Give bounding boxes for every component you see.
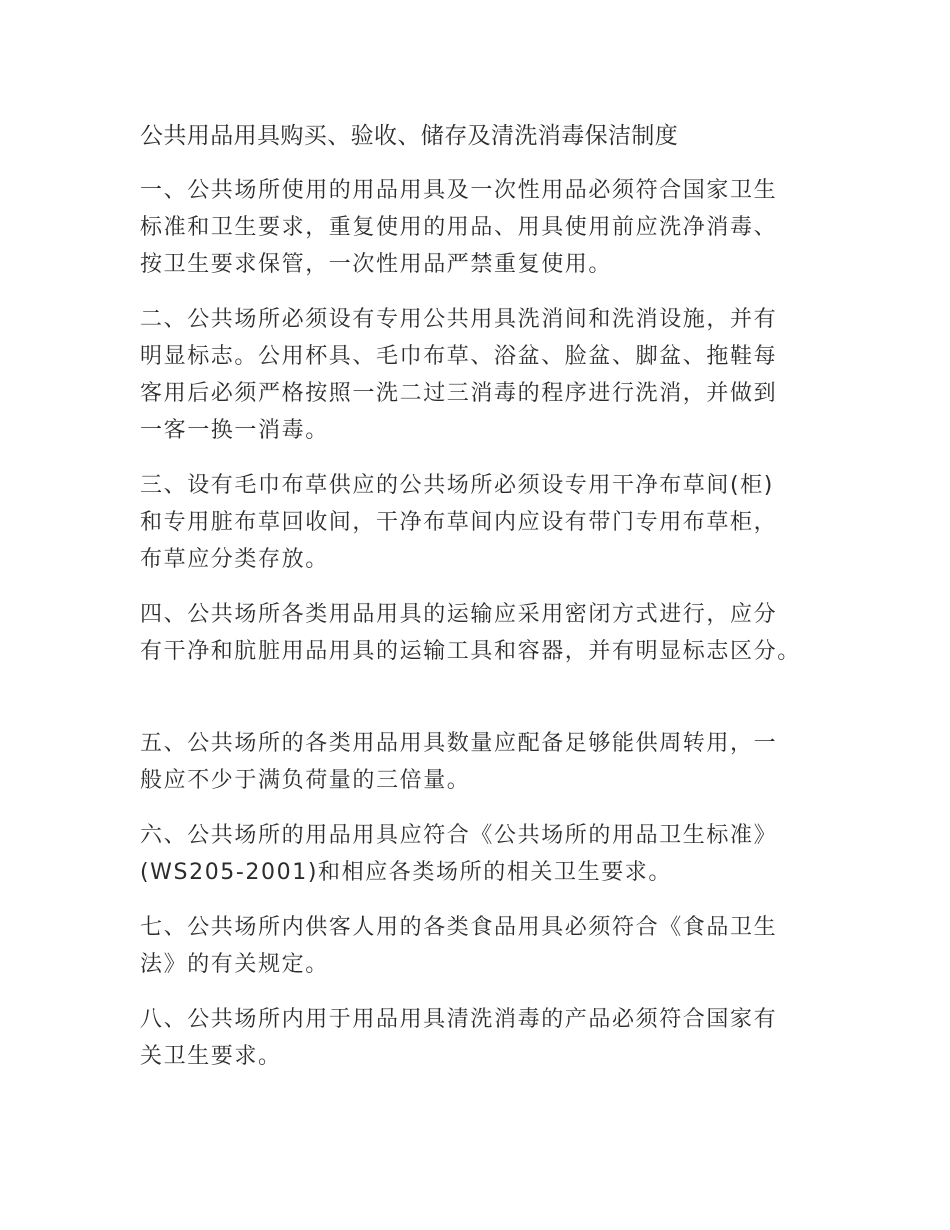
paragraph-line: 关卫生要求。: [140, 1044, 282, 1069]
paragraph-1: [140, 172, 820, 283]
paragraph-6: [140, 817, 820, 891]
paragraph-line: 布草应分类存放。: [140, 547, 329, 572]
paragraph-line: 般应不少于满负荷量的三倍量。: [140, 768, 471, 793]
paragraph-line: 五、公共场所的各类用品用具数量应配备足够能供周转用，一: [140, 731, 778, 756]
document-body: [140, 118, 820, 1093]
paragraph-line: 有干净和肮脏用品用具的运输工具和容器，并有明显标志区分。: [140, 639, 801, 664]
paragraph-line: 标准和卫生要求，重复使用的用品、用具使用前应洗净消毒、: [140, 215, 778, 240]
paragraph-3: [140, 467, 820, 578]
document-title: 公共用品用具购买、验收、储存及清洗消毒保洁制度: [140, 123, 679, 149]
paragraph-line: 一客一换一消毒。: [140, 418, 329, 443]
paragraph-2: [140, 301, 820, 449]
paragraph-line: 法》的有关规定。: [140, 952, 329, 977]
paragraph-line: 明显标志。公用杯具、毛巾布草、浴盆、脸盆、脚盆、拖鞋每: [140, 344, 778, 369]
paragraph-line: 一、公共场所使用的用品用具及一次性用品必须符合国家卫生: [140, 178, 778, 203]
paragraph-line: 和专用脏布草回收间，干净布草间内应设有带门专用布草柜，: [140, 510, 778, 535]
paragraph-4: [140, 596, 820, 670]
paragraph-line: 客用后必须严格按照一洗二过三消毒的程序进行洗消，并做到: [140, 381, 778, 406]
paragraph-8: [140, 1001, 820, 1075]
paragraph-line: 三、设有毛巾布草供应的公共场所必须设专用干净布草间(柜): [140, 473, 774, 498]
paragraph-line: 八、公共场所内用于用品用具清洗消毒的产品必须符合国家有: [140, 1007, 778, 1032]
paragraph-line: 七、公共场所内供客人用的各类食品用具必须符合《食品卫生: [140, 915, 778, 940]
paragraph-5: [140, 725, 820, 799]
paragraph-7: [140, 909, 820, 983]
paragraph-line: (WS205-2001)和相应各类场所的相关卫生要求。: [140, 860, 673, 885]
paragraph-line: 按卫生要求保管，一次性用品严禁重复使用。: [140, 252, 613, 277]
paragraph-line: 二、公共场所必须设有专用公共用具洗消间和洗消设施，并有: [140, 307, 778, 332]
paragraph-line: 四、公共场所各类用品用具的运输应采用密闭方式进行，应分: [140, 602, 778, 627]
paragraph-line: 六、公共场所的用品用具应符合《公共场所的用品卫生标准》: [140, 823, 778, 848]
